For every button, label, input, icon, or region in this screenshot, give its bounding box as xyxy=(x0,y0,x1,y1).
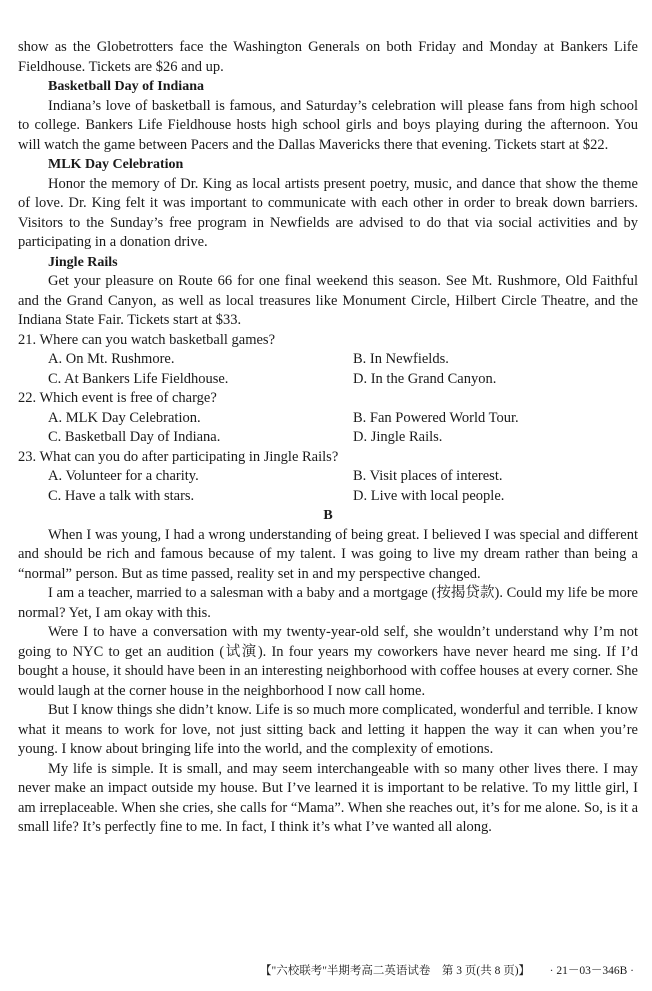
passage-b-paragraph-2: I am a teacher, married to a salesman with a baby and a mortgage (按揭贷款). Could my life be more normal? Yet, I am okay with this. xyxy=(18,585,638,621)
option-c: C. Basketball Day of Indiana. xyxy=(48,429,221,445)
question-23 xyxy=(18,448,638,507)
option-b: B. Fan Powered World Tour. xyxy=(353,409,519,426)
option-c: C. At Bankers Life Fieldhouse. xyxy=(48,370,229,387)
jingle-paragraph: Get your pleasure on Route 66 for one final weekend this season. See Mt. Rushmore, Old Faithful and the Grand Canyon, as well as local treasures like Monument Circle, Hilbert Circle Theatre, and the Indiana State Fair. Tickets start at $33. xyxy=(18,273,638,328)
passage-b-paragraph-1: When I was young, I had a wrong understanding of being great. I believed I was special and different and should be rich and famous because of my talent. I was going to live my dream rather than being a “normal” person. But as time passed, reality set in and my perspective changed. xyxy=(18,526,638,582)
mlk-heading: MLK Day Celebration xyxy=(48,157,184,172)
jingle-heading: Jingle Rails xyxy=(48,254,118,270)
basketball-heading: Basketball Day of Indiana xyxy=(48,79,204,94)
question-22 xyxy=(18,389,638,448)
options-grid xyxy=(18,350,638,389)
option-a: A. On Mt. Rushmore. xyxy=(48,351,175,367)
section-b-label: B xyxy=(323,508,333,523)
option-d: D. In the Grand Canyon. xyxy=(353,370,497,387)
question-21 xyxy=(18,331,638,390)
document-page xyxy=(18,38,638,838)
question-stem: 22. Which event is free of charge? xyxy=(18,390,217,406)
option-b: B. Visit places of interest. xyxy=(353,468,503,484)
options-grid xyxy=(18,409,638,448)
option-a: A. MLK Day Celebration. xyxy=(48,409,201,426)
basketball-paragraph: Indiana’s love of basketball is famous, and Saturday’s celebration will please fans from high school to college. Bankers Life Fieldhouse hosts high school girls and boys playing during the afternoon. You will watch the game between Pacers and the Dallas Mavericks there that evening. Tickets start at $22. xyxy=(18,97,638,153)
passage-b-paragraph-3: Were I to have a conversation with my twenty-year-old self, she wouldn’t understand why I’m not going to NYC to get an audition (试演). In four years my coworkers have never heard me sing. If I’d bought a house, it should have been in an interesting neighborhood with coffee houses at every corner. She would laugh at the corner house in the neighborhood I now call home. xyxy=(18,624,638,699)
question-stem: 21. Where can you watch basketball games? xyxy=(18,331,276,348)
footer-title: 【"六校联考"半期考高二英语试卷 第 3 页(共 8 页)】 xyxy=(260,965,531,977)
mlk-paragraph: Honor the memory of Dr. King as local artists present poetry, music, and dance that show the theme of love. Dr. King felt it was important to communicate with each other in order to break down barriers. Visitors to the Sunday’s free program in Newfields are advised to do that via social activities and by participating in a donation drive. xyxy=(18,175,638,250)
globetrotters-paragraph: show as the Globetrotters face the Washington Generals on both Friday and Monday at Bankers Life Fieldhouse. Tickets are $26 and up. xyxy=(18,39,638,75)
option-d: D. Live with local people. xyxy=(353,487,505,504)
option-c: C. Have a talk with stars. xyxy=(48,487,195,504)
passage-b-paragraph-5: My life is simple. It is small, and may seem interchangeable with so many other lives there. I may never make an impact outside my house. But I’ve learned it is important to be relative. To my little girl, I am irreplaceable. When she cries, she calls for “Mama”. When she reaches out, it’s for me alone. So, is it a small life? It’s perfectly fine to me. In fact, I think it’s what I’ve wanted all along. xyxy=(18,760,638,835)
passage-b-paragraph-4: But I know things she didn’t know. Life is so much more complicated, wonderful and terrible. I know what it means to work for love, not just sitting back and letting it happen the way it can when you’re young. I know about bringing life into the world, and the complexity of emotions. xyxy=(18,702,638,757)
question-stem: 23. What can you do after participating in Jingle Rails? xyxy=(18,448,339,465)
option-a: A. Volunteer for a charity. xyxy=(48,468,199,484)
footer-code: · 21－03－346B · xyxy=(549,965,634,977)
page-footer xyxy=(0,962,652,980)
option-b: B. In Newfields. xyxy=(353,351,449,367)
options-grid xyxy=(18,467,638,506)
option-d: D. Jingle Rails. xyxy=(353,429,443,445)
